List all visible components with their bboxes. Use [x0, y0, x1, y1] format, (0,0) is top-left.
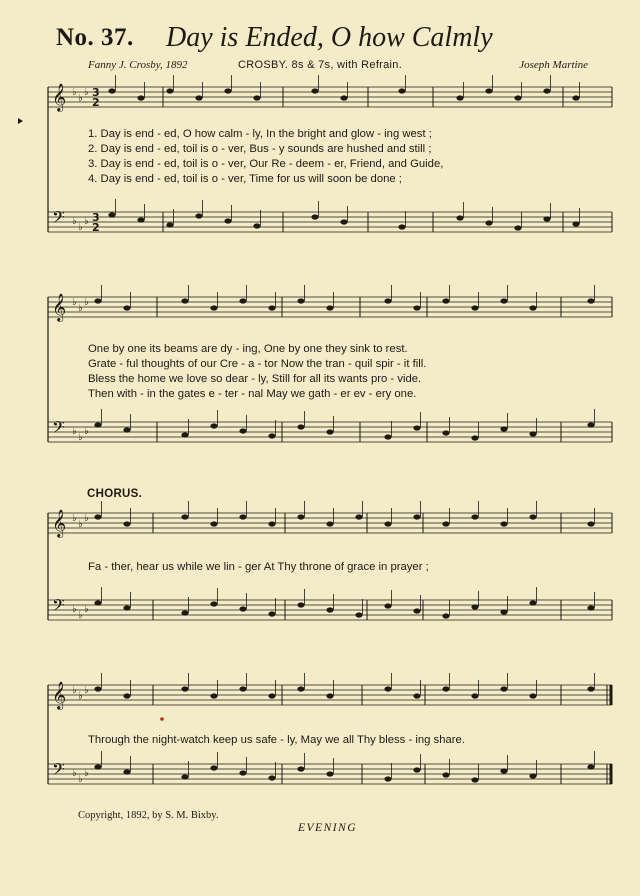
time-signature-bottom: 2 [92, 96, 100, 109]
note-head [94, 422, 101, 427]
copyright-notice: Copyright, 1892, by S. M. Bixby. [78, 810, 219, 821]
note-head [297, 514, 304, 519]
note-head [326, 607, 333, 612]
note-head [442, 613, 449, 618]
note-head [471, 305, 478, 310]
note-head [137, 95, 144, 100]
note-head [355, 612, 362, 617]
lyric-line: Then with - in the gates e - ter - nal May we gath - er ev - ery one. [88, 388, 417, 400]
note-head [123, 305, 130, 310]
note-head [239, 298, 246, 303]
note-head [166, 222, 173, 227]
note-head [340, 219, 347, 224]
lyric-line: Fa - ther, hear us while we lin - ger At Thy throne of grace in prayer ; [88, 561, 429, 573]
flat-sign-icon: ♭ [84, 768, 89, 779]
flat-sign-icon: ♭ [84, 216, 89, 227]
flat-sign-icon: ♭ [78, 432, 83, 443]
note-head [181, 514, 188, 519]
note-head [529, 600, 536, 605]
note-head [471, 604, 478, 609]
flat-sign-icon: ♭ [84, 513, 89, 524]
note-head [268, 433, 275, 438]
note-head [239, 514, 246, 519]
note-head [543, 216, 550, 221]
note-head [253, 95, 260, 100]
chorus-lyrics-2 [88, 733, 608, 748]
flat-sign-icon: ♭ [72, 426, 77, 437]
tune-name-footer: EVENING [298, 822, 358, 834]
note-head [210, 521, 217, 526]
note-head [268, 305, 275, 310]
note-head [297, 424, 304, 429]
hymn-title: Day is Ended, O how Calmly [166, 22, 493, 53]
lyricist: Fanny J. Crosby, 1892 [88, 59, 188, 71]
note-head [297, 766, 304, 771]
note-head [181, 610, 188, 615]
flat-sign-icon: ♭ [78, 222, 83, 233]
note-head [485, 88, 492, 93]
note-head [529, 514, 536, 519]
note-head [297, 298, 304, 303]
note-head [456, 95, 463, 100]
flat-sign-icon: ♭ [78, 610, 83, 621]
note-head [123, 769, 130, 774]
time-signature-top: 3 [92, 86, 100, 99]
verse-lyrics-system-2 [88, 342, 608, 402]
note-head [413, 693, 420, 698]
treble-clef-icon: 𝄞 [52, 681, 67, 709]
note-head [210, 423, 217, 428]
note-head [253, 223, 260, 228]
note-head [413, 767, 420, 772]
note-head [239, 770, 246, 775]
tune-meter: CROSBY. 8s & 7s, with Refrain. [238, 59, 403, 71]
note-head [326, 693, 333, 698]
note-head [181, 298, 188, 303]
note-head [210, 601, 217, 606]
lyric-line: Bless the home we love so dear - ly, Still for all its wants pro - vide. [88, 373, 422, 385]
note-head [485, 220, 492, 225]
note-head [500, 298, 507, 303]
note-head [529, 431, 536, 436]
chorus-lyrics-1 [88, 560, 608, 575]
treble-clef-icon: 𝄞 [52, 293, 67, 321]
flat-sign-icon: ♭ [78, 93, 83, 104]
note-head [572, 95, 579, 100]
flat-sign-icon: ♭ [72, 513, 77, 524]
note-head [224, 88, 231, 93]
bass-clef-icon: 𝄢 [52, 417, 65, 441]
note-head [94, 686, 101, 691]
note-head [442, 686, 449, 691]
note-head [108, 88, 115, 93]
note-head [224, 218, 231, 223]
flat-sign-icon: ♭ [84, 685, 89, 696]
note-head [123, 693, 130, 698]
note-head [587, 422, 594, 427]
note-head [514, 95, 521, 100]
flat-sign-icon: ♭ [84, 297, 89, 308]
note-head [326, 305, 333, 310]
note-head [181, 686, 188, 691]
note-head [398, 224, 405, 229]
note-head [442, 298, 449, 303]
note-head [297, 686, 304, 691]
note-head [311, 214, 318, 219]
note-head [543, 88, 550, 93]
flat-sign-icon: ♭ [84, 87, 89, 98]
note-head [398, 88, 405, 93]
flat-sign-icon: ♭ [72, 87, 77, 98]
note-head [587, 764, 594, 769]
note-head [297, 602, 304, 607]
note-head [239, 686, 246, 691]
note-head [442, 430, 449, 435]
time-signature-bottom: 2 [92, 221, 100, 234]
note-head [210, 765, 217, 770]
note-head [413, 305, 420, 310]
note-head [311, 88, 318, 93]
note-head [471, 777, 478, 782]
note-head [587, 686, 594, 691]
note-head [587, 605, 594, 610]
hymn-number: No. 37. [56, 24, 134, 51]
note-head [94, 298, 101, 303]
note-head [210, 693, 217, 698]
flat-sign-icon: ♭ [72, 768, 77, 779]
note-head [413, 425, 420, 430]
flat-sign-icon: ♭ [72, 297, 77, 308]
flat-sign-icon: ♭ [84, 604, 89, 615]
note-head [166, 88, 173, 93]
note-head [572, 221, 579, 226]
note-head [384, 298, 391, 303]
note-head [268, 693, 275, 698]
note-head [413, 608, 420, 613]
note-head [529, 773, 536, 778]
treble-clef-icon: 𝄞 [52, 509, 67, 537]
note-head [500, 768, 507, 773]
note-head [94, 514, 101, 519]
note-head [529, 693, 536, 698]
note-head [355, 514, 362, 519]
note-head [500, 609, 507, 614]
note-head [471, 514, 478, 519]
lyric-line: 3. Day is end - ed, toil is o - ver, Our Re - deem - er, Friend, and Guide, [88, 158, 444, 170]
note-head [326, 521, 333, 526]
lyric-line: 2. Day is end - ed, toil is o - ver, Bus - y sounds are hushed and still ; [88, 143, 432, 155]
note-head [340, 95, 347, 100]
note-head [326, 771, 333, 776]
note-head [514, 225, 521, 230]
note-head [500, 521, 507, 526]
note-head [587, 298, 594, 303]
flat-sign-icon: ♭ [78, 691, 83, 702]
note-head [500, 686, 507, 691]
note-head [500, 426, 507, 431]
note-head [384, 434, 391, 439]
note-head [471, 435, 478, 440]
note-head [108, 212, 115, 217]
note-head [123, 521, 130, 526]
note-head [94, 764, 101, 769]
note-head [326, 429, 333, 434]
note-head [384, 521, 391, 526]
note-head [123, 605, 130, 610]
lyric-line: Grate - ful thoughts of our Cre - a - tor Now the tran - quil spir - it fill. [88, 358, 427, 370]
flat-sign-icon: ♭ [72, 604, 77, 615]
note-head [181, 774, 188, 779]
time-signature-top: 3 [92, 211, 100, 224]
flat-sign-icon: ♭ [84, 426, 89, 437]
flat-sign-icon: ♭ [72, 216, 77, 227]
chorus-label: CHORUS. [87, 488, 143, 500]
note-head [210, 305, 217, 310]
composer: Joseph Martine [519, 59, 588, 71]
note-head [94, 600, 101, 605]
note-head [384, 603, 391, 608]
note-head [384, 776, 391, 781]
note-head [137, 217, 144, 222]
lyric-line: 4. Day is end - ed, toil is o - ver, Time for us will soon be done ; [88, 173, 402, 185]
lyric-line: One by one its beams are dy - ing, One by one they sink to rest. [88, 343, 408, 355]
note-head [529, 305, 536, 310]
note-head [442, 772, 449, 777]
note-head [587, 521, 594, 526]
treble-clef-icon: 𝄞 [52, 83, 67, 111]
note-head [195, 95, 202, 100]
flat-sign-icon: ♭ [72, 685, 77, 696]
bass-clef-icon: 𝄢 [52, 595, 65, 619]
note-head [456, 215, 463, 220]
note-head [268, 775, 275, 780]
note-head [471, 693, 478, 698]
lyric-line: 1. Day is end - ed, O how calm - ly, In the bright and glow - ing west ; [88, 128, 432, 140]
bass-clef-icon: 𝄢 [52, 759, 65, 783]
note-head [181, 432, 188, 437]
flat-sign-icon: ♭ [78, 303, 83, 314]
ink-spot [160, 717, 164, 721]
note-head [195, 213, 202, 218]
lyric-line: Through the night-watch keep us safe - ly, May we all Thy bless - ing share. [88, 734, 465, 746]
note-head [413, 514, 420, 519]
bass-clef-icon: 𝄢 [52, 207, 65, 231]
note-head [384, 686, 391, 691]
note-head [442, 521, 449, 526]
flat-sign-icon: ♭ [78, 519, 83, 530]
note-head [239, 606, 246, 611]
verse-lyrics-system-1 [88, 127, 608, 187]
note-head [239, 428, 246, 433]
note-head [268, 521, 275, 526]
flat-sign-icon: ♭ [78, 774, 83, 785]
note-head [123, 427, 130, 432]
note-head [268, 611, 275, 616]
